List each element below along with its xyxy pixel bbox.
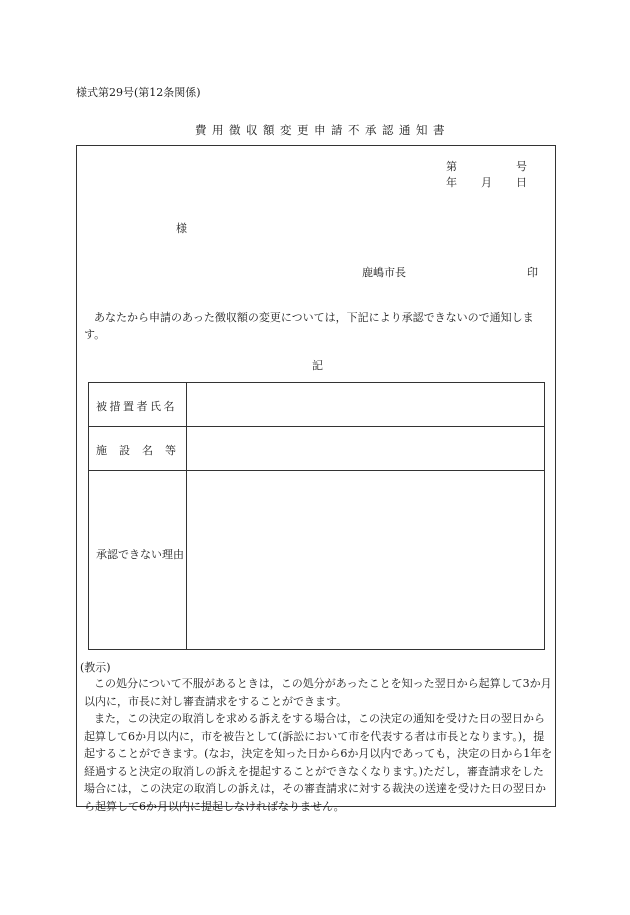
addressee-suffix: 様 — [176, 222, 187, 235]
issuer-name: 鹿嶋市長 — [362, 266, 406, 279]
number-label-go: 号 — [516, 160, 527, 173]
notice-paragraph: この処分について不服があるときは，この処分があったことを知った翌日から起算して3か月以内に，市長に対し審査請求をすることができます。 — [84, 677, 552, 708]
form-number: 様式第29号(第12条関係) — [76, 86, 201, 99]
table-value-person-name — [187, 383, 544, 426]
table-value-facility-name — [187, 427, 544, 470]
number-label-dai: 第 — [446, 160, 457, 173]
notice-heading: (教示) — [80, 661, 111, 674]
notification-body: あなたから申請のあった徴収額の変更については，下記により承認できないので通知します。 — [84, 311, 534, 341]
table-row-reason — [89, 471, 544, 649]
date-year-label: 年 — [446, 176, 457, 189]
table-label-cell — [89, 427, 187, 470]
notice-body — [84, 675, 554, 815]
table-label-cell — [89, 471, 187, 649]
table-value-reason — [187, 471, 544, 649]
table-label-reason: 承認できない理由 — [96, 548, 184, 561]
ki-label: 記 — [312, 359, 323, 372]
seal-mark: 印 — [527, 266, 538, 279]
table-label-cell — [89, 383, 187, 426]
date-day-label: 日 — [516, 176, 527, 189]
table-row-facility-name — [89, 427, 544, 471]
table-row-person-name — [89, 383, 544, 427]
notice-paragraph: また，この決定の取消しを求める訴えをする場合は，この決定の通知を受けた日の翌日から起算して6か月以内に，市を被告として(訴訟において市を代表する者は市長となります。)，提起することができます。(なお，決定を知った日から6か月以内であっても，決定の日から1年を経過すると決定の取消しの訴えを提起することができなくなります。)ただし，審査請求をした場合には，この決定の取消しの訴えは，その審査請求に対する裁決の送達を受けた日の翌日から起算して6か月以内に提起しなければなりません。 — [84, 712, 553, 813]
table-label-person-name: 被措置者氏名 — [96, 400, 177, 413]
table-label-facility-name: 施 設 名 等 — [96, 444, 177, 457]
date-month-label: 月 — [481, 176, 492, 189]
document-title: 費用徴収額変更申請不承認通知書 — [195, 123, 450, 137]
detail-table — [88, 382, 545, 650]
